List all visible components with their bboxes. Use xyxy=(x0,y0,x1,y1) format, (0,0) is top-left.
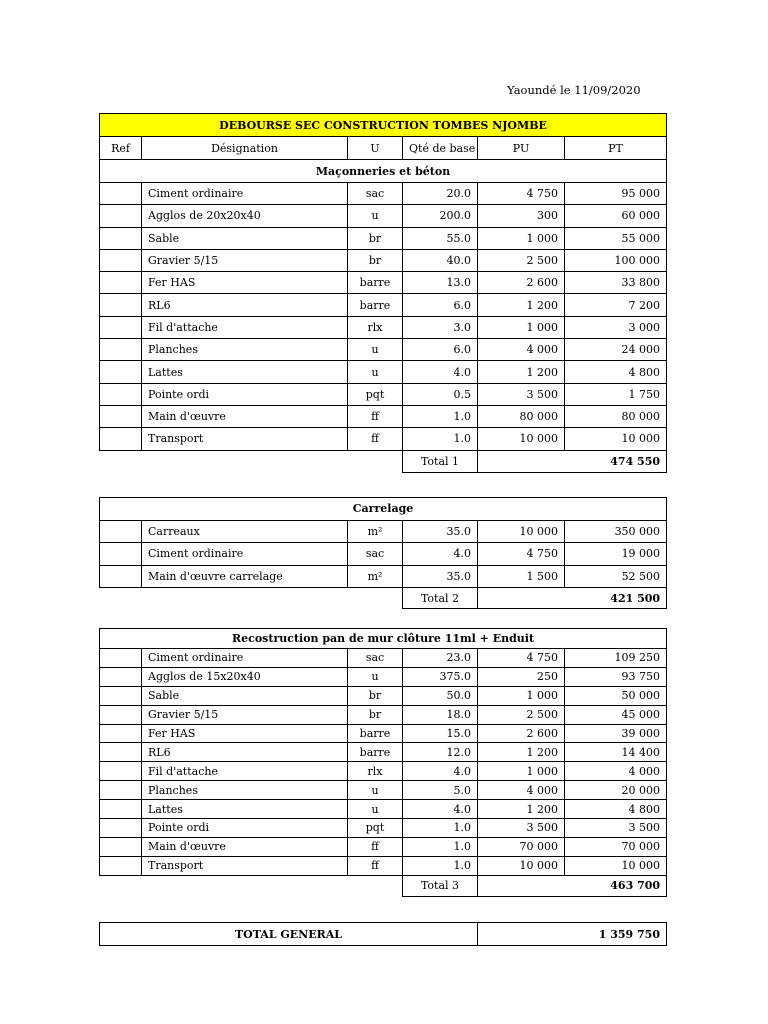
column-header-row xyxy=(100,137,667,160)
cell-pu: 1 500 xyxy=(478,565,565,588)
cell-designation: Agglos de 15x20x40 xyxy=(142,667,348,686)
cell-pu: 10 000 xyxy=(478,856,565,875)
cell-qty: 4.0 xyxy=(403,762,478,781)
cell-pt: 100 000 xyxy=(565,249,667,271)
cell-designation: Ciment ordinaire xyxy=(142,543,348,566)
cell-unit: br xyxy=(348,705,403,724)
section-table-maconneries xyxy=(99,113,667,473)
cell-pu: 80 000 xyxy=(478,405,565,427)
cell-qty: 55.0 xyxy=(403,227,478,249)
section-total-row xyxy=(100,588,667,609)
cell-qty: 4.0 xyxy=(403,800,478,819)
cell-ref xyxy=(100,183,142,205)
cell-designation: Pointe ordi xyxy=(142,819,348,838)
cell-unit: pqt xyxy=(348,819,403,838)
cell-pt: 4 800 xyxy=(565,361,667,383)
cell-unit: ff xyxy=(348,837,403,856)
cell-ref xyxy=(100,339,142,361)
cell-pu: 4 750 xyxy=(478,649,565,668)
cell-unit: m² xyxy=(348,565,403,588)
cell-qty: 20.0 xyxy=(403,183,478,205)
table-row xyxy=(100,649,667,668)
section-total-label: Total 2 xyxy=(403,588,478,609)
cell-designation: Main d'œuvre xyxy=(142,837,348,856)
cell-ref xyxy=(100,520,142,543)
cell-qty: 18.0 xyxy=(403,705,478,724)
cell-pu: 4 000 xyxy=(478,781,565,800)
cell-ref xyxy=(100,272,142,294)
document-title: DEBOURSE SEC CONSTRUCTION TOMBES NJOMBE xyxy=(100,114,667,137)
cell-pt: 1 750 xyxy=(565,383,667,405)
cell-pt: 52 500 xyxy=(565,565,667,588)
column-header-qty: Qté de base xyxy=(403,137,478,160)
column-header-pu: PU xyxy=(478,137,565,160)
table-row xyxy=(100,724,667,743)
cell-ref xyxy=(100,428,142,450)
cell-pt: 14 400 xyxy=(565,743,667,762)
table-row xyxy=(100,205,667,227)
cell-ref xyxy=(100,837,142,856)
cell-pu: 2 600 xyxy=(478,724,565,743)
cell-qty: 1.0 xyxy=(403,837,478,856)
cell-unit: rlx xyxy=(348,762,403,781)
cell-pu: 1 200 xyxy=(478,361,565,383)
table-row xyxy=(100,543,667,566)
cell-qty: 4.0 xyxy=(403,543,478,566)
section-total-value: 463 700 xyxy=(478,875,667,896)
cell-ref xyxy=(100,383,142,405)
cell-pt: 24 000 xyxy=(565,339,667,361)
cell-pu: 1 000 xyxy=(478,762,565,781)
cell-designation: Ciment ordinaire xyxy=(142,649,348,668)
cell-pt: 39 000 xyxy=(565,724,667,743)
cell-pt: 3 000 xyxy=(565,316,667,338)
cell-qty: 0.5 xyxy=(403,383,478,405)
cell-unit: barre xyxy=(348,272,403,294)
cell-unit: ff xyxy=(348,405,403,427)
cell-qty: 13.0 xyxy=(403,272,478,294)
table-row xyxy=(100,294,667,316)
cell-designation: Fer HAS xyxy=(142,272,348,294)
cell-designation: Fil d'attache xyxy=(142,316,348,338)
blank-cell xyxy=(100,450,403,472)
table-row xyxy=(100,743,667,762)
column-header-ref: Ref xyxy=(100,137,142,160)
table-row xyxy=(100,819,667,838)
cell-unit: sac xyxy=(348,543,403,566)
cell-pt: 20 000 xyxy=(565,781,667,800)
cell-pu: 1 200 xyxy=(478,743,565,762)
section-total-value: 421 500 xyxy=(478,588,667,609)
cell-designation: Transport xyxy=(142,856,348,875)
cell-pt: 45 000 xyxy=(565,705,667,724)
section-header-row xyxy=(100,160,667,183)
cell-pu: 4 750 xyxy=(478,183,565,205)
cell-pt: 55 000 xyxy=(565,227,667,249)
cell-designation: Sable xyxy=(142,227,348,249)
section-table-reconstruction xyxy=(99,628,667,897)
cell-ref xyxy=(100,743,142,762)
cell-pu: 10 000 xyxy=(478,520,565,543)
cell-ref xyxy=(100,565,142,588)
cell-ref xyxy=(100,724,142,743)
cell-qty: 375.0 xyxy=(403,667,478,686)
cell-designation: Lattes xyxy=(142,800,348,819)
cell-pu: 1 000 xyxy=(478,316,565,338)
cell-ref xyxy=(100,781,142,800)
cell-pt: 4 000 xyxy=(565,762,667,781)
cell-designation: Gravier 5/15 xyxy=(142,249,348,271)
cell-qty: 50.0 xyxy=(403,686,478,705)
cell-designation: Carreaux xyxy=(142,520,348,543)
table-row xyxy=(100,383,667,405)
cell-pt: 7 200 xyxy=(565,294,667,316)
section-header-row xyxy=(100,629,667,649)
grand-total-row xyxy=(100,923,667,946)
cell-ref xyxy=(100,705,142,724)
cell-unit: u xyxy=(348,667,403,686)
cell-ref xyxy=(100,819,142,838)
section-total-label: Total 3 xyxy=(403,875,478,896)
cell-pt: 350 000 xyxy=(565,520,667,543)
cell-unit: sac xyxy=(348,183,403,205)
table-row xyxy=(100,667,667,686)
cell-qty: 35.0 xyxy=(403,520,478,543)
cell-ref xyxy=(100,227,142,249)
cell-pu: 250 xyxy=(478,667,565,686)
cell-unit: sac xyxy=(348,649,403,668)
section-total-row xyxy=(100,875,667,896)
title-row xyxy=(100,114,667,137)
cell-pu: 4 000 xyxy=(478,339,565,361)
cell-pu: 3 500 xyxy=(478,819,565,838)
cell-pu: 10 000 xyxy=(478,428,565,450)
cell-designation: Gravier 5/15 xyxy=(142,705,348,724)
grand-total-label: TOTAL GENERAL xyxy=(100,923,478,946)
cell-ref xyxy=(100,649,142,668)
cell-pu: 2 500 xyxy=(478,249,565,271)
section-title: Maçonneries et béton xyxy=(100,160,667,183)
cell-unit: br xyxy=(348,686,403,705)
cell-ref xyxy=(100,762,142,781)
cell-unit: pqt xyxy=(348,383,403,405)
table-row xyxy=(100,837,667,856)
cell-designation: RL6 xyxy=(142,294,348,316)
table-row xyxy=(100,316,667,338)
cell-qty: 4.0 xyxy=(403,361,478,383)
cell-ref xyxy=(100,686,142,705)
cell-designation: Main d'œuvre carrelage xyxy=(142,565,348,588)
cell-ref xyxy=(100,316,142,338)
column-header-designation: Désignation xyxy=(142,137,348,160)
table-row xyxy=(100,800,667,819)
cell-pt: 109 250 xyxy=(565,649,667,668)
cell-designation: Fer HAS xyxy=(142,724,348,743)
cell-qty: 6.0 xyxy=(403,339,478,361)
column-header-unit: U xyxy=(348,137,403,160)
cell-qty: 15.0 xyxy=(403,724,478,743)
cell-designation: Transport xyxy=(142,428,348,450)
table-row xyxy=(100,361,667,383)
cell-pt: 4 800 xyxy=(565,800,667,819)
cell-unit: u xyxy=(348,800,403,819)
cell-pt: 19 000 xyxy=(565,543,667,566)
cell-unit: rlx xyxy=(348,316,403,338)
cell-designation: Planches xyxy=(142,339,348,361)
column-header-pt: PT xyxy=(565,137,667,160)
cell-pu: 2 500 xyxy=(478,705,565,724)
cell-ref xyxy=(100,205,142,227)
cell-pt: 60 000 xyxy=(565,205,667,227)
cell-pu: 1 200 xyxy=(478,800,565,819)
cell-unit: u xyxy=(348,781,403,800)
section-title: Recostruction pan de mur clôture 11ml + Enduit xyxy=(100,629,667,649)
cell-ref xyxy=(100,543,142,566)
cell-unit: ff xyxy=(348,428,403,450)
cell-qty: 200.0 xyxy=(403,205,478,227)
cell-qty: 23.0 xyxy=(403,649,478,668)
cell-designation: Fil d'attache xyxy=(142,762,348,781)
cell-pu: 1 000 xyxy=(478,686,565,705)
section-table-carrelage xyxy=(99,497,667,609)
cell-ref xyxy=(100,361,142,383)
cell-ref xyxy=(100,294,142,316)
cell-ref xyxy=(100,249,142,271)
section-total-value: 474 550 xyxy=(478,450,667,472)
grand-total-value: 1 359 750 xyxy=(478,923,667,946)
cell-designation: Sable xyxy=(142,686,348,705)
cell-pu: 70 000 xyxy=(478,837,565,856)
cell-qty: 40.0 xyxy=(403,249,478,271)
cell-pu: 4 750 xyxy=(478,543,565,566)
table-row xyxy=(100,405,667,427)
table-row xyxy=(100,856,667,875)
cell-pt: 70 000 xyxy=(565,837,667,856)
cell-pt: 95 000 xyxy=(565,183,667,205)
table-row xyxy=(100,227,667,249)
cell-ref xyxy=(100,800,142,819)
table-row xyxy=(100,428,667,450)
cell-designation: RL6 xyxy=(142,743,348,762)
table-row xyxy=(100,249,667,271)
cell-pt: 80 000 xyxy=(565,405,667,427)
cell-pt: 10 000 xyxy=(565,428,667,450)
cell-qty: 1.0 xyxy=(403,819,478,838)
cell-ref xyxy=(100,667,142,686)
cell-pu: 3 500 xyxy=(478,383,565,405)
cell-pu: 1 000 xyxy=(478,227,565,249)
cell-qty: 5.0 xyxy=(403,781,478,800)
cell-designation: Lattes xyxy=(142,361,348,383)
table-row xyxy=(100,565,667,588)
blank-cell xyxy=(100,875,403,896)
cell-unit: barre xyxy=(348,294,403,316)
cell-pt: 50 000 xyxy=(565,686,667,705)
cell-pu: 300 xyxy=(478,205,565,227)
section-total-label: Total 1 xyxy=(403,450,478,472)
table-row xyxy=(100,272,667,294)
cell-unit: br xyxy=(348,249,403,271)
cell-pt: 33 800 xyxy=(565,272,667,294)
table-row xyxy=(100,705,667,724)
cell-unit: barre xyxy=(348,743,403,762)
section-total-row xyxy=(100,450,667,472)
cell-qty: 1.0 xyxy=(403,405,478,427)
cell-designation: Planches xyxy=(142,781,348,800)
cell-qty: 6.0 xyxy=(403,294,478,316)
table-row xyxy=(100,762,667,781)
cell-unit: u xyxy=(348,205,403,227)
cell-designation: Ciment ordinaire xyxy=(142,183,348,205)
document-date: Yaoundé le 11/09/2020 xyxy=(507,83,641,97)
section-header-row xyxy=(100,498,667,521)
blank-cell xyxy=(100,588,403,609)
cell-ref xyxy=(100,405,142,427)
cell-pu: 1 200 xyxy=(478,294,565,316)
cell-unit: br xyxy=(348,227,403,249)
grand-total-table xyxy=(99,922,667,946)
cell-pt: 93 750 xyxy=(565,667,667,686)
cell-ref xyxy=(100,856,142,875)
cell-unit: u xyxy=(348,361,403,383)
cell-unit: m² xyxy=(348,520,403,543)
cell-designation: Main d'œuvre xyxy=(142,405,348,427)
cell-pu: 2 600 xyxy=(478,272,565,294)
cell-qty: 35.0 xyxy=(403,565,478,588)
table-row xyxy=(100,781,667,800)
cell-qty: 1.0 xyxy=(403,428,478,450)
cell-qty: 1.0 xyxy=(403,856,478,875)
cell-unit: u xyxy=(348,339,403,361)
table-row xyxy=(100,183,667,205)
cell-qty: 12.0 xyxy=(403,743,478,762)
table-row xyxy=(100,520,667,543)
cell-unit: barre xyxy=(348,724,403,743)
section-title: Carrelage xyxy=(100,498,667,521)
cell-designation: Agglos de 20x20x40 xyxy=(142,205,348,227)
table-row xyxy=(100,686,667,705)
cell-designation: Pointe ordi xyxy=(142,383,348,405)
cell-pt: 3 500 xyxy=(565,819,667,838)
table-row xyxy=(100,339,667,361)
cell-unit: ff xyxy=(348,856,403,875)
cell-qty: 3.0 xyxy=(403,316,478,338)
cell-pt: 10 000 xyxy=(565,856,667,875)
